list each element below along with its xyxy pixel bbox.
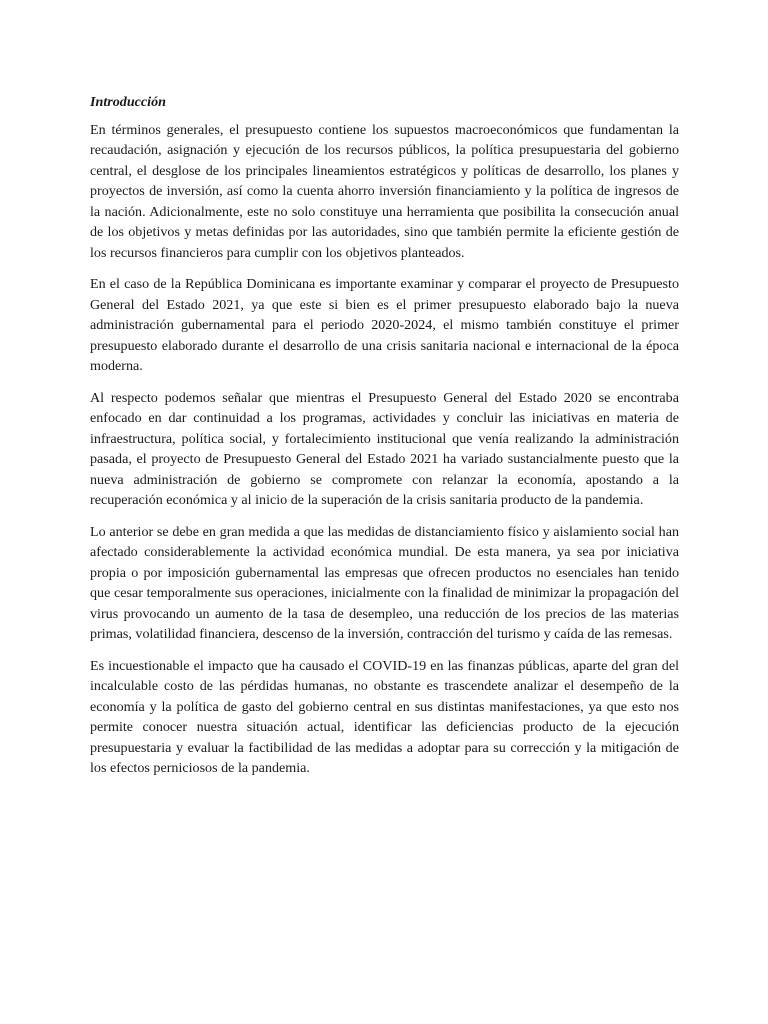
- section-heading: Introducción: [90, 94, 166, 110]
- paragraph: En el caso de la República Dominicana es importante examinar y comparar el proyecto de Presupuesto General del Estado 2021, ya que este si bien es el primer presupuesto elaborado bajo la nueva administración gubernamental para el periodo 2020-2024, el mismo también constituye el primer presupuesto elaborado durante el desarrollo de una crisis sanitaria nacional e internacional de la época moderna.: [90, 276, 679, 374]
- paragraph: Lo anterior se debe en gran medida a que las medidas de distanciamiento físico y aislamiento social han afectado considerablemente la actividad económica mundial. De esta manera, ya sea por iniciativa propia o por imposición gubernamental las empresas que ofrecen productos no esenciales han tenido que cesar temporalmente sus operaciones, inicialmente con la finalidad de minimizar la propagación del virus provocando un aumento de la tasa de desempleo, una reducción de los precios de las materias primas, volatilidad financiera, descenso de la inversión, contracción del turismo y caída de las remesas.: [90, 523, 679, 642]
- paragraph: Es incuestionable el impacto que ha causado el COVID-19 en las finanzas públicas, aparte del gran del incalculable costo de las pérdidas humanas, no obstante es trascendete analizar el desempeño de la economía y la política de gasto del gobierno central en sus distintas manifestaciones, ya que esto nos permite conocer nuestra situación actual, identificar las deficiencias producto de la ejecución presupuestaria y evaluar la factibilidad de las medidas a adoptar para su corrección y la mitigación de los efectos perniciosos de la pandemia.: [90, 657, 679, 776]
- paragraph: En términos generales, el presupuesto contiene los supuestos macroeconómicos que fundamentan la recaudación, asignación y ejecución de los recursos públicos, la política presupuestaria del gobierno central, el desglose de los principales lineamientos estratégicos y políticas de desarrollo, los planes y proyectos de inversión, así como la cuenta ahorro inversión financiamiento y la política de ingresos de la nación. Adicionalmente, este no solo constituye una herramienta que posibilita la consecución anual de los objetivos y metas definidas por las autoridades, sino que también permite la eficiente gestión de los recursos financieros para cumplir con los objetivos planteados.: [90, 121, 679, 261]
- paragraph: Al respecto podemos señalar que mientras el Presupuesto General del Estado 2020 se encontraba enfocado en dar continuidad a los programas, actividades y concluir las iniciativas en materia de infraestructura, política social, y fortalecimiento institucional que venía realizando la administración pasada, el proyecto de Presupuesto General del Estado 2021 ha variado sustancialmente puesto que la nueva administración de gobierno se compromete con relanzar la economía, apostando a la recuperación económica y al inicio de la superación de la crisis sanitaria producto de la pandemia.: [90, 389, 679, 508]
- document-body: [90, 92, 679, 790]
